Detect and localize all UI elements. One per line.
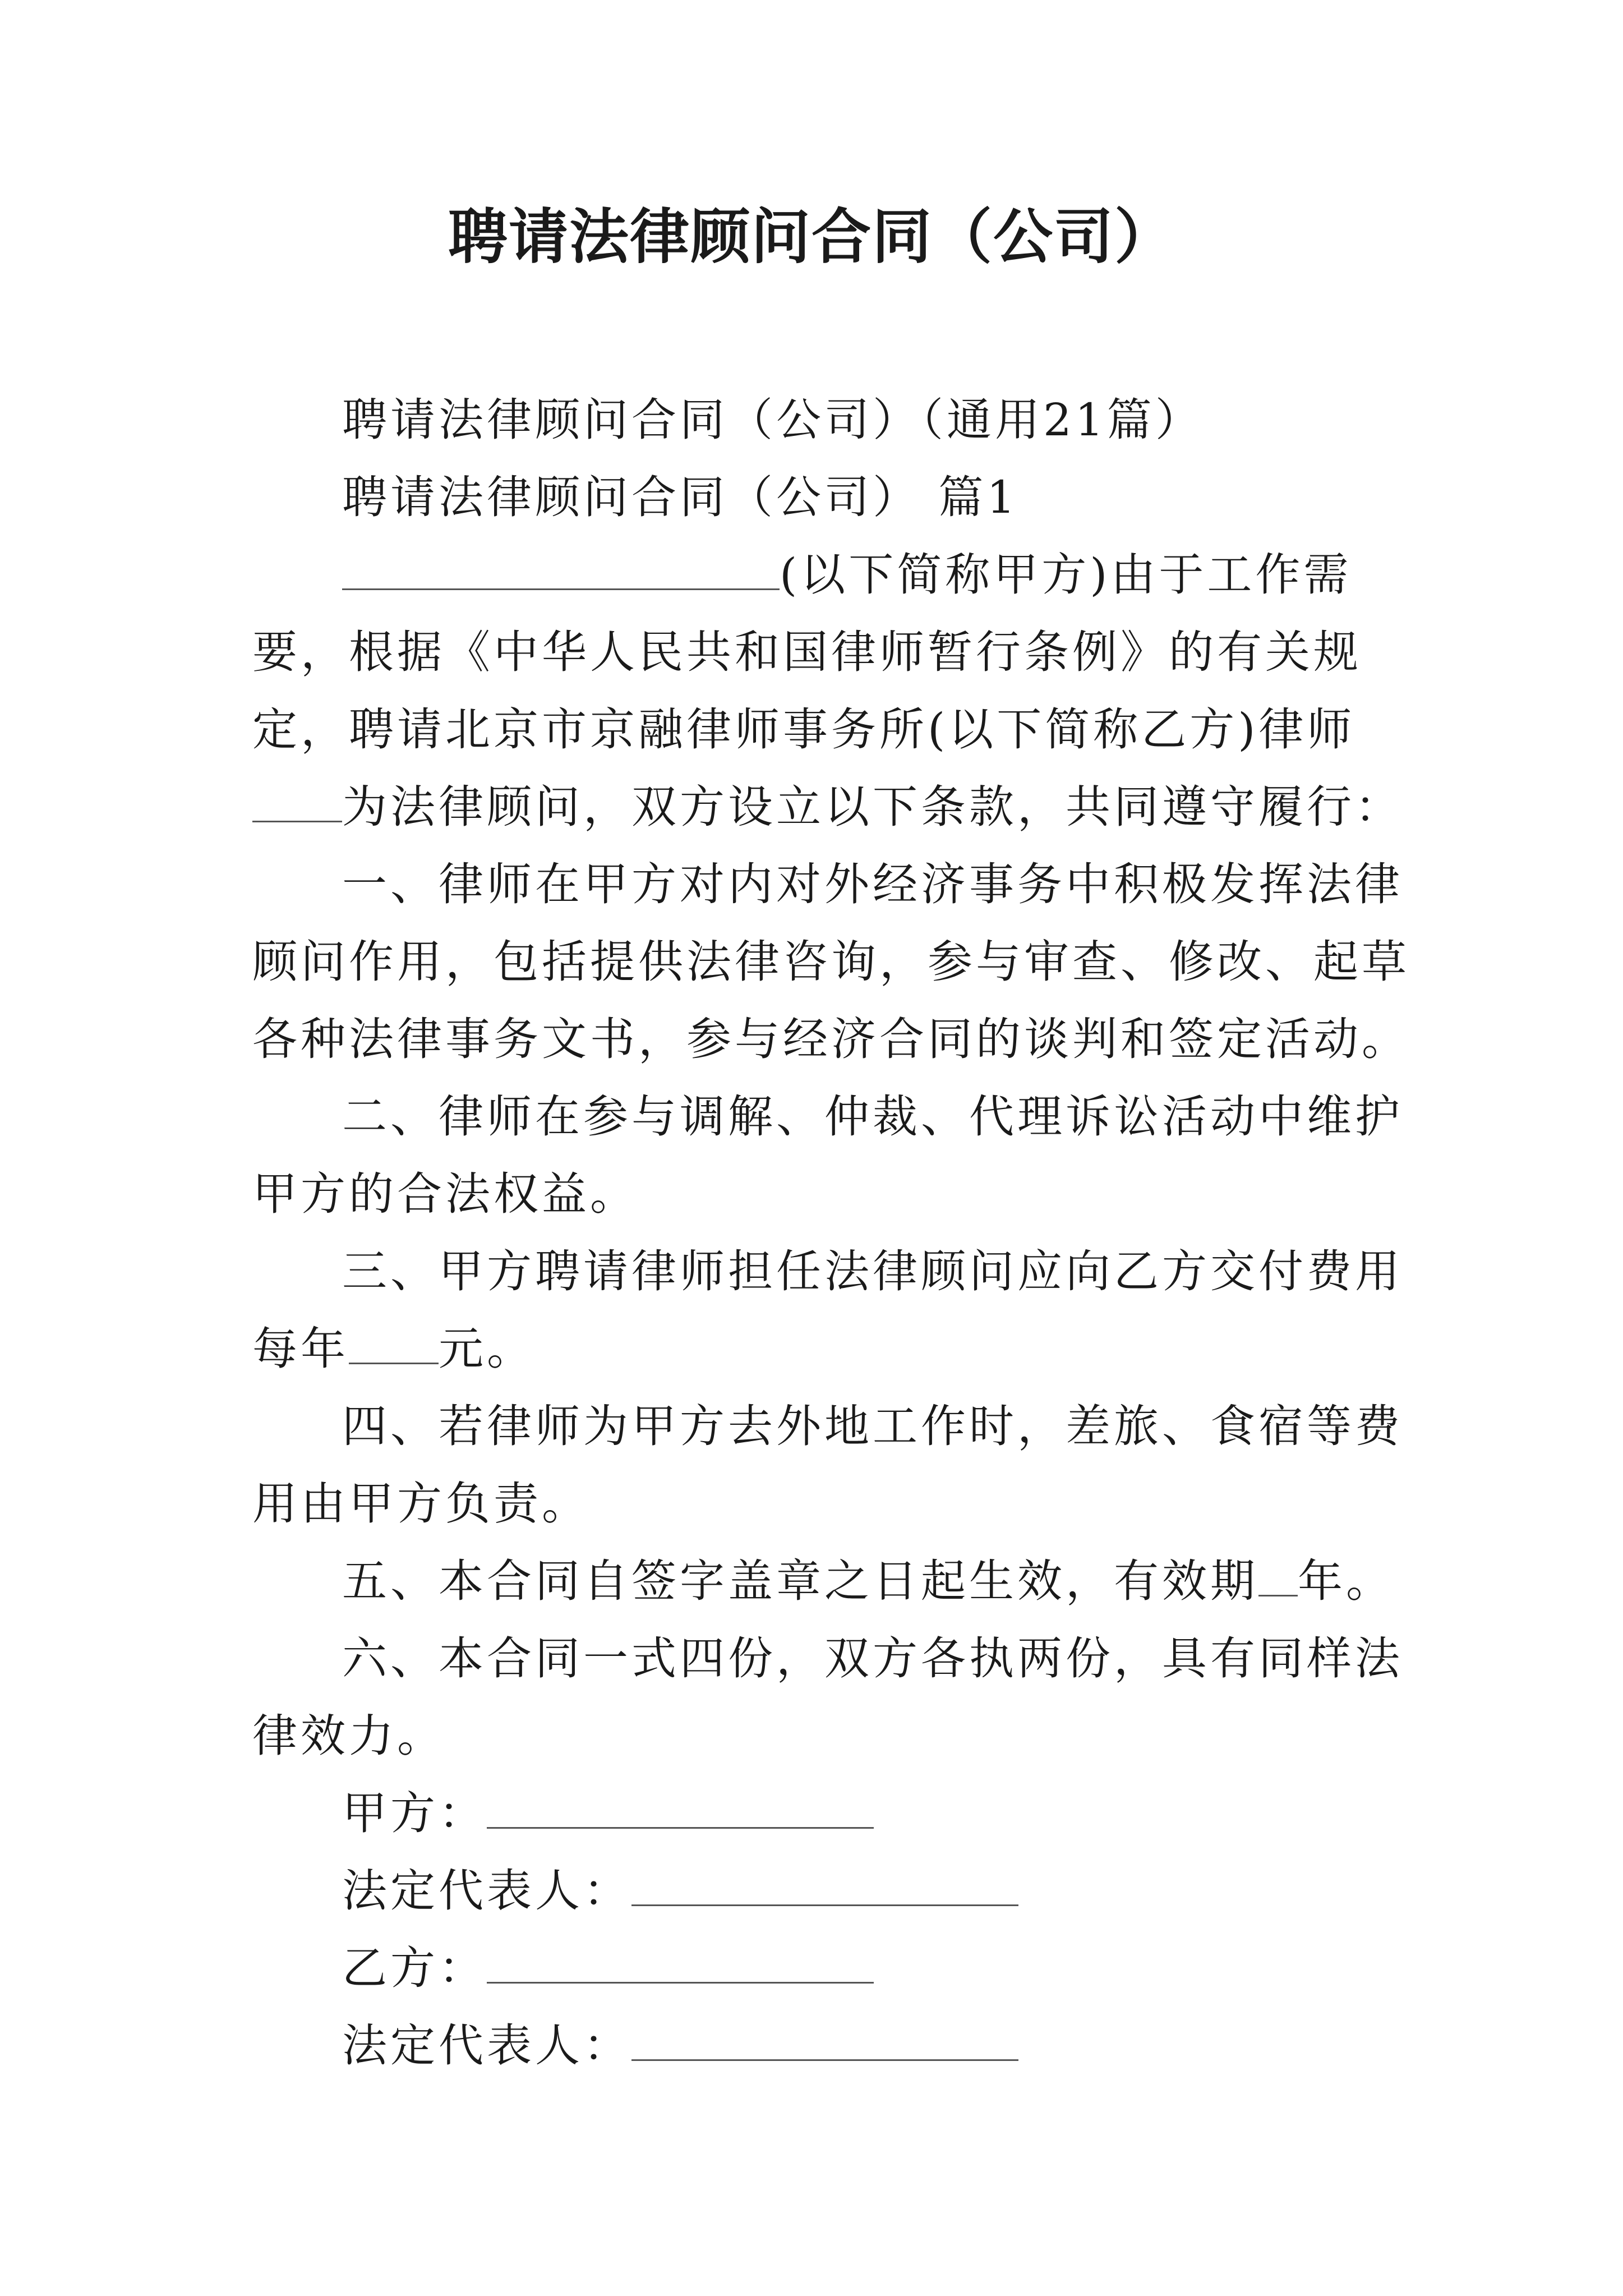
section-heading: 聘请法律顾问合同（公司） 篇1 (342, 471, 1019, 523)
intro-text-2: 为法律顾问，双方设立以下条款，共同遵守履行： (342, 781, 1403, 833)
signature-party-a (252, 1775, 1419, 1852)
party-a-blank (342, 538, 780, 590)
clause-3-text-2: 元。 (439, 1323, 535, 1375)
clause-2: 二、律师在参与调解、仲裁、代理诉讼活动中维护甲方的合法权益。 (252, 1091, 1403, 1220)
party-a-label: 甲方： (342, 1787, 487, 1839)
party-b-signature-blank (487, 1931, 874, 1984)
clause-3-text-1: 三、甲方聘请律师担任法律顾问应向乙方交付费用每年 (252, 1245, 1403, 1375)
clause-6: 六、本合同一式四份，双方各执两份，具有同样法律效力。 (252, 1632, 1403, 1762)
clause-5 (252, 1543, 1419, 1620)
document-body (252, 381, 1419, 2085)
signature-rep-b (252, 2007, 1419, 2085)
clause-1: 一、律师在甲方对内对外经济事务中积极发挥法律顾问作用，包括提供法律咨询，参与审查、修改、起草各种法律事务文书，参与经济合同的谈判和签定活动。 (252, 858, 1410, 1065)
party-b-label: 乙方： (342, 1942, 487, 1994)
fee-blank (349, 1312, 439, 1364)
document-title: 聘请法律顾问合同（公司） (448, 201, 1175, 272)
intro-text-1: (以下简称甲方)由于工作需要，根据《中华人民共和国律师暂行条例》的有关规定，聘请北京市京融律师事务所(以下简称乙方)律师 (252, 549, 1362, 756)
clause-3 (252, 1233, 1419, 1388)
clause-5-text-2: 年。 (1298, 1555, 1394, 1607)
term-years-blank (1258, 1544, 1298, 1596)
rep-a-signature-blank (631, 1854, 1018, 1906)
clause-4: 四、若律师为甲方去外地工作时，差旅、食宿等费用由甲方负责。 (252, 1400, 1403, 1530)
signature-party-b (252, 1930, 1419, 2007)
intro-paragraph (252, 536, 1419, 846)
rep-a-label: 法定代表人： (342, 1865, 631, 1917)
rep-b-signature-blank (631, 2009, 1018, 2061)
lawyer-name-blank (252, 770, 342, 822)
rep-b-label: 法定代表人： (342, 2019, 631, 2072)
clause-5-text-1: 五、本合同自签字盖章之日起生效，有效期 (342, 1555, 1258, 1607)
party-a-signature-blank (487, 1777, 874, 1829)
signature-rep-a (252, 1852, 1419, 1930)
document-subtitle: 聘请法律顾问合同（公司）（通用21篇） (342, 394, 1204, 446)
